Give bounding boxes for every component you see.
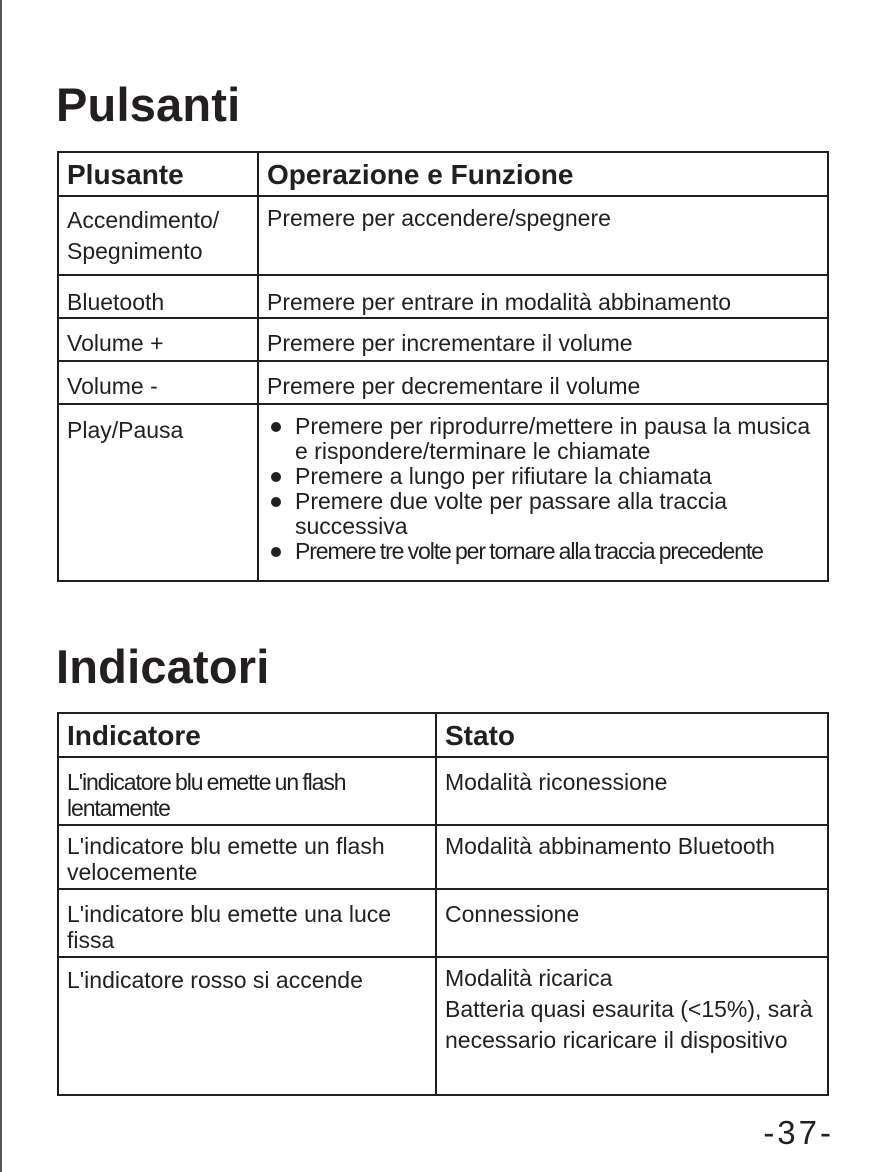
button-desc: Premere per accendere/spegnere bbox=[258, 196, 828, 275]
header-stato: Stato bbox=[436, 713, 828, 757]
table-header-row bbox=[58, 152, 828, 196]
bullet-item: Premere per riprodurre/mettere in pausa la musica e rispondere/terminare le chiamate bbox=[267, 414, 819, 464]
button-name-line: Accendimento/ bbox=[67, 207, 220, 233]
state-line: Modalità ricarica bbox=[445, 965, 613, 991]
button-name: Bluetooth bbox=[58, 275, 258, 318]
indicator-desc: L'indicatore rosso si accende bbox=[58, 957, 436, 1095]
state-line: Batteria quasi esaurita (<15%), sarà necessario ricaricare il dispositivo bbox=[445, 996, 813, 1053]
button-name: Volume + bbox=[58, 318, 258, 361]
table-row bbox=[58, 196, 828, 275]
header-indicatore: Indicatore bbox=[58, 713, 436, 757]
button-name-line: Spegnimento bbox=[67, 238, 203, 264]
indicator-desc: L'indicatore blu emette una luce fissa bbox=[58, 889, 436, 957]
bullet-item: Premere a lungo per rifiutare la chiamata bbox=[267, 464, 819, 489]
table-row bbox=[58, 318, 828, 361]
bullet-list bbox=[267, 414, 819, 564]
table-row bbox=[58, 957, 828, 1095]
page-number: -37- bbox=[763, 1114, 834, 1151]
buttons-table bbox=[57, 151, 829, 582]
indicator-desc: L'indicatore blu emette un flash lentamente bbox=[58, 757, 436, 825]
table-row bbox=[58, 889, 828, 957]
header-plusante: Plusante bbox=[58, 152, 258, 196]
section-title-indicatori: Indicatori bbox=[56, 640, 270, 693]
indicators-table bbox=[57, 712, 829, 1096]
button-name bbox=[58, 196, 258, 275]
indicator-state: Modalità riconessione bbox=[436, 757, 828, 825]
button-desc: Premere per incrementare il volume bbox=[258, 318, 828, 361]
header-operazione: Operazione e Funzione bbox=[258, 152, 828, 196]
table-row bbox=[58, 825, 828, 889]
table-row bbox=[58, 404, 828, 581]
indicator-desc: L'indicatore blu emette un flash velocemente bbox=[58, 825, 436, 889]
table-row bbox=[58, 275, 828, 318]
indicator-state: Modalità abbinamento Bluetooth bbox=[436, 825, 828, 889]
button-name: Volume - bbox=[58, 361, 258, 404]
table-row bbox=[58, 757, 828, 825]
button-desc bbox=[258, 404, 828, 581]
indicator-state: Connessione bbox=[436, 889, 828, 957]
bullet-item: Premere tre volte per tornare alla traccia precedente bbox=[267, 539, 819, 564]
bullet-item: Premere due volte per passare alla traccia successiva bbox=[267, 489, 819, 539]
button-desc: Premere per entrare in modalità abbinamento bbox=[258, 275, 828, 318]
table-row bbox=[58, 361, 828, 404]
button-desc: Premere per decrementare il volume bbox=[258, 361, 828, 404]
button-name: Play/Pausa bbox=[58, 404, 258, 581]
table-header-row bbox=[58, 713, 828, 757]
section-title-pulsanti: Pulsanti bbox=[56, 78, 241, 131]
indicator-state bbox=[436, 957, 828, 1095]
page-edge bbox=[0, 0, 2, 1172]
